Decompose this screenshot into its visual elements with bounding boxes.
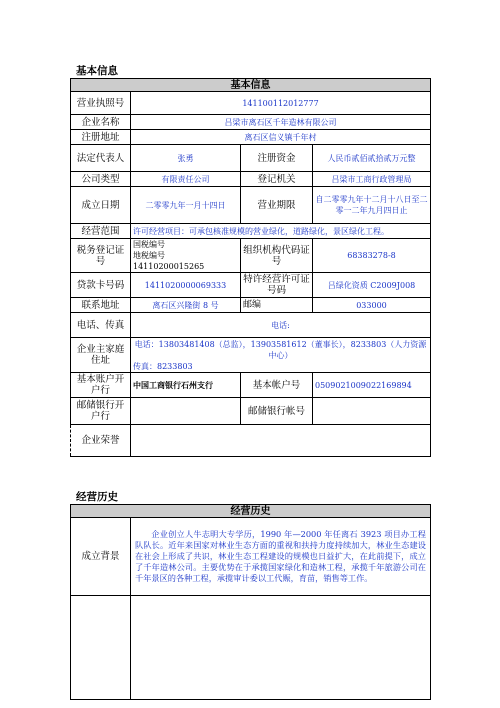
phone-fax-value: 电话: xyxy=(131,313,431,338)
bank-value: 中国工商银行石州支行 xyxy=(131,373,241,398)
loan-card-label: 贷款卡号码 xyxy=(71,273,131,298)
reg-address-label: 注册地址 xyxy=(71,130,131,145)
contact-address-label: 联系地址 xyxy=(71,298,131,313)
background-text: 企业创立人牛志明大专学历，1990 年—2000 年任离石 3923 项目办工程队队长。近年来国家对林业生态方面的重视和扶持力度持续加大，林业生态建设在社会上形成了共识，林业生态工程建设的规模也日益扩大，在此前提下，成立了千年造林公司。主要优势在于承揽国家绿化和造林工程，承揽千年旅游公司在千年景区的各种工程，承揽审计委以工代赈，育苗，销售等工作。 xyxy=(131,518,431,596)
license-value: 141100112012777 xyxy=(131,92,431,115)
residence-fax: 传真：8233803 xyxy=(133,361,193,371)
org-code-label: 组织机构代码证号 xyxy=(241,239,313,273)
history-empty-value xyxy=(131,596,431,700)
tax-value xyxy=(131,239,241,273)
scope-value: 许可经营项目：可承包核准规模的营业绿化，道路绿化，景区绿化工程。 xyxy=(131,224,431,239)
history-section-title: 经营历史 xyxy=(76,491,118,503)
history-empty-label xyxy=(71,596,131,700)
background-label: 成立背景 xyxy=(71,518,131,596)
residence-label: 企业主家庭住址 xyxy=(71,338,131,373)
residence-value xyxy=(131,338,431,373)
residence-phones: 电话：13803481408（总监），13903581612（董事长），8233803（人力资源中心） xyxy=(134,339,427,360)
authority-label: 登记机关 xyxy=(241,172,313,187)
postal-account-label: 邮储银行帐号 xyxy=(241,398,313,425)
founded-label: 成立日期 xyxy=(71,187,131,224)
tax-label: 税务登记证号 xyxy=(71,239,131,273)
term-value: 自二零零九年十二月十八日至二零一二年九月四日止 xyxy=(313,187,431,224)
phone-fax-label: 电话、传真 xyxy=(71,313,131,338)
national-tax-number: 国税编号 xyxy=(133,240,165,249)
local-tax-number: 地税编号 14110200015265 xyxy=(133,251,205,271)
contact-address-value: 离石区兴隆街 8 号 xyxy=(131,298,241,313)
special-permit-value: 吕绿化资质 C2009J008 xyxy=(313,273,431,298)
postal-account-value xyxy=(313,398,431,425)
postal-bank-value xyxy=(131,398,241,425)
company-name-label: 企业名称 xyxy=(71,115,131,130)
reg-address-value: 离石区信义镇千年村 xyxy=(131,130,431,145)
company-type-value: 有限责任公司 xyxy=(131,172,241,187)
honor-value xyxy=(131,425,431,457)
basic-info-header: 基本信息 xyxy=(71,79,431,92)
loan-card-value: 1411020000069333 xyxy=(131,273,241,298)
honor-label: 企业荣誉 xyxy=(71,425,131,457)
company-type-label: 公司类型 xyxy=(71,172,131,187)
legal-rep-label: 法定代表人 xyxy=(71,145,131,172)
founded-value: 二零零九年一月十四日 xyxy=(131,187,241,224)
capital-label: 注册资金 xyxy=(241,145,313,172)
basic-info-table xyxy=(70,78,431,457)
company-name-value: 吕梁市离石区千年造林有限公司 xyxy=(131,115,431,130)
authority-value: 吕梁市工商行政管理局 xyxy=(313,172,431,187)
postal-bank-label: 邮储银行开户行 xyxy=(71,398,131,425)
legal-rep-value: 张勇 xyxy=(131,145,241,172)
scope-label: 经营范围 xyxy=(71,224,131,239)
postcode-value: 033000 xyxy=(313,298,431,313)
account-value: 0509021009022169894 xyxy=(313,373,431,398)
history-table xyxy=(70,504,431,700)
postcode-label: 邮编 xyxy=(241,298,313,313)
capital-value: 人民币贰佰贰拾贰万元整 xyxy=(313,145,431,172)
term-label: 营业期限 xyxy=(241,187,313,224)
special-permit-label: 特许经营许可证号码 xyxy=(241,273,313,298)
bank-label: 基本账户开户行 xyxy=(71,373,131,398)
basic-info-section-title: 基本信息 xyxy=(76,65,118,77)
license-label: 营业执照号 xyxy=(71,92,131,115)
history-header: 经营历史 xyxy=(71,505,431,518)
org-code-value: 68383278-8 xyxy=(313,239,431,273)
account-label: 基本帐户号 xyxy=(241,373,313,398)
